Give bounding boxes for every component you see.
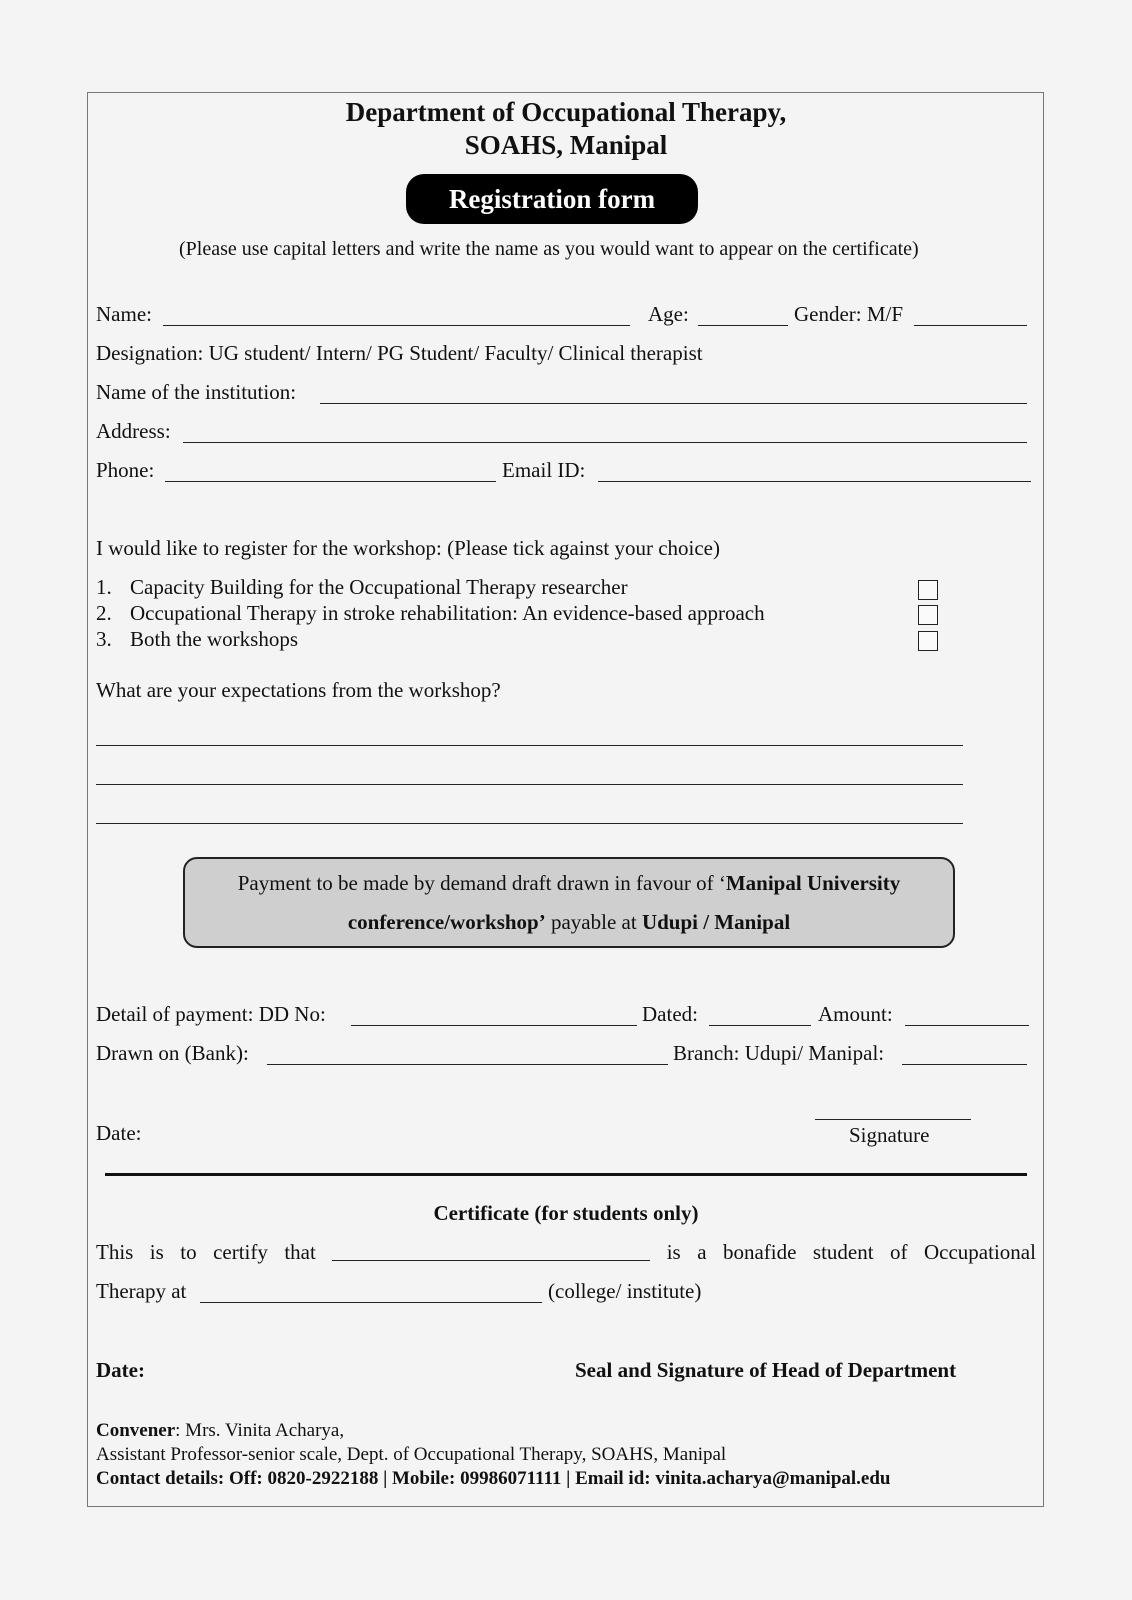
phone-field[interactable] (165, 481, 496, 482)
certificate-title: Certificate (for students only) (433, 1201, 699, 1225)
institution-label: Name of the institution: (96, 380, 297, 404)
student-name-field[interactable] (332, 1259, 650, 1261)
name-field[interactable] (163, 325, 630, 326)
payment-note-text: Payment to be made by demand draft drawn in favour of ‘ (237, 871, 726, 895)
designation-label: Designation: UG student/ Intern/ PG Student/ Faculty/ Clinical therapist (96, 341, 703, 365)
instruction-text: (Please use capital letters and write the name as you would want to appear on the certificate) (179, 238, 919, 260)
dd-number-field[interactable] (351, 1025, 637, 1026)
convener-label: Convener (96, 1420, 176, 1441)
age-field[interactable] (698, 325, 788, 326)
payable-location: Udupi / Manipal (641, 910, 791, 934)
name-label: Name: (96, 302, 152, 326)
certificate-word: student (812, 1240, 874, 1264)
certificate-word: is (666, 1240, 681, 1264)
workshop-option-label: Occupational Therapy in stroke rehabilitation: An evidence-based approach (130, 601, 765, 625)
gender-field[interactable] (914, 325, 1027, 326)
certificate-statement (96, 1240, 1036, 1265)
certificate-word: Occupational (923, 1240, 1036, 1264)
certificate-word: This (96, 1240, 134, 1264)
workshop-option-label: Capacity Building for the Occupational Therapy researcher (130, 575, 628, 599)
amount-field[interactable] (905, 1025, 1029, 1026)
workshop-option-2-checkbox[interactable] (918, 605, 938, 625)
workshop-option-3-checkbox[interactable] (918, 631, 938, 651)
gender-label: Gender: M/F (794, 302, 904, 326)
payee-name-cont: conference/workshop’ (347, 910, 546, 934)
dated-field[interactable] (709, 1025, 811, 1026)
certificate-word: of (890, 1240, 908, 1264)
option-number: 3. (96, 627, 112, 651)
certificate-word: certify (213, 1240, 268, 1264)
certificate-word: to (180, 1240, 197, 1264)
payment-note (183, 857, 955, 948)
option-number: 1. (96, 575, 112, 599)
bank-label: Drawn on (Bank): (96, 1041, 249, 1065)
workshop-option-1-checkbox[interactable] (918, 580, 938, 600)
expectations-line[interactable] (96, 784, 963, 785)
signature-label: Signature (849, 1123, 930, 1147)
expectations-line[interactable] (96, 823, 963, 824)
dated-label: Dated: (642, 1002, 698, 1026)
workshop-prompt: I would like to register for the workshop: (Please tick against your choice) (96, 536, 720, 560)
section-divider (105, 1173, 1027, 1176)
department-title: Department of Occupational Therapy, (345, 97, 787, 127)
college-institute-label: (college/ institute) (548, 1279, 702, 1303)
certificate-word: is (149, 1240, 164, 1264)
payee-name: Manipal University (725, 871, 901, 895)
option-number: 2. (96, 601, 112, 625)
certificate-word: that (284, 1240, 316, 1264)
signature-line[interactable] (815, 1119, 971, 1120)
college-field[interactable] (200, 1302, 542, 1303)
date-label: Date: (96, 1121, 142, 1145)
address-field[interactable] (183, 442, 1027, 443)
expectations-question: What are your expectations from the workshop? (96, 678, 501, 702)
age-label: Age: (648, 302, 689, 326)
certificate-date-label: Date: (96, 1358, 145, 1382)
payment-note-text: payable at (545, 910, 642, 934)
convener-position: Assistant Professor-senior scale, Dept. of Occupational Therapy, SOAHS, Manipal (96, 1444, 727, 1465)
expectations-line[interactable] (96, 745, 963, 746)
institution-title: SOAHS, Manipal (464, 130, 668, 160)
certificate-word: bonafide (722, 1240, 797, 1264)
phone-label: Phone: (96, 458, 155, 482)
certificate-therapy-at: Therapy at (96, 1279, 187, 1303)
address-label: Address: (96, 419, 171, 443)
contact-details: Contact details: Off: 0820-2922188 | Mobile: 09986071111 | Email id: vinita.acharya@manipal.edu (96, 1468, 891, 1489)
dd-number-label: Detail of payment: DD No: (96, 1002, 326, 1026)
amount-label: Amount: (818, 1002, 893, 1026)
institution-field[interactable] (320, 403, 1027, 404)
convener-name: : Mrs. Vinita Acharya, (175, 1420, 345, 1441)
registration-form-badge: Registration form (406, 174, 698, 224)
certificate-word: a (697, 1240, 707, 1264)
convener-line (96, 1420, 344, 1442)
bank-field[interactable] (267, 1064, 668, 1065)
email-label: Email ID: (502, 458, 586, 482)
seal-signature-label: Seal and Signature of Head of Department (575, 1358, 957, 1382)
workshop-option-label: Both the workshops (130, 627, 298, 651)
branch-field[interactable] (902, 1064, 1027, 1065)
email-field[interactable] (598, 481, 1031, 482)
branch-label: Branch: Udupi/ Manipal: (673, 1041, 885, 1065)
